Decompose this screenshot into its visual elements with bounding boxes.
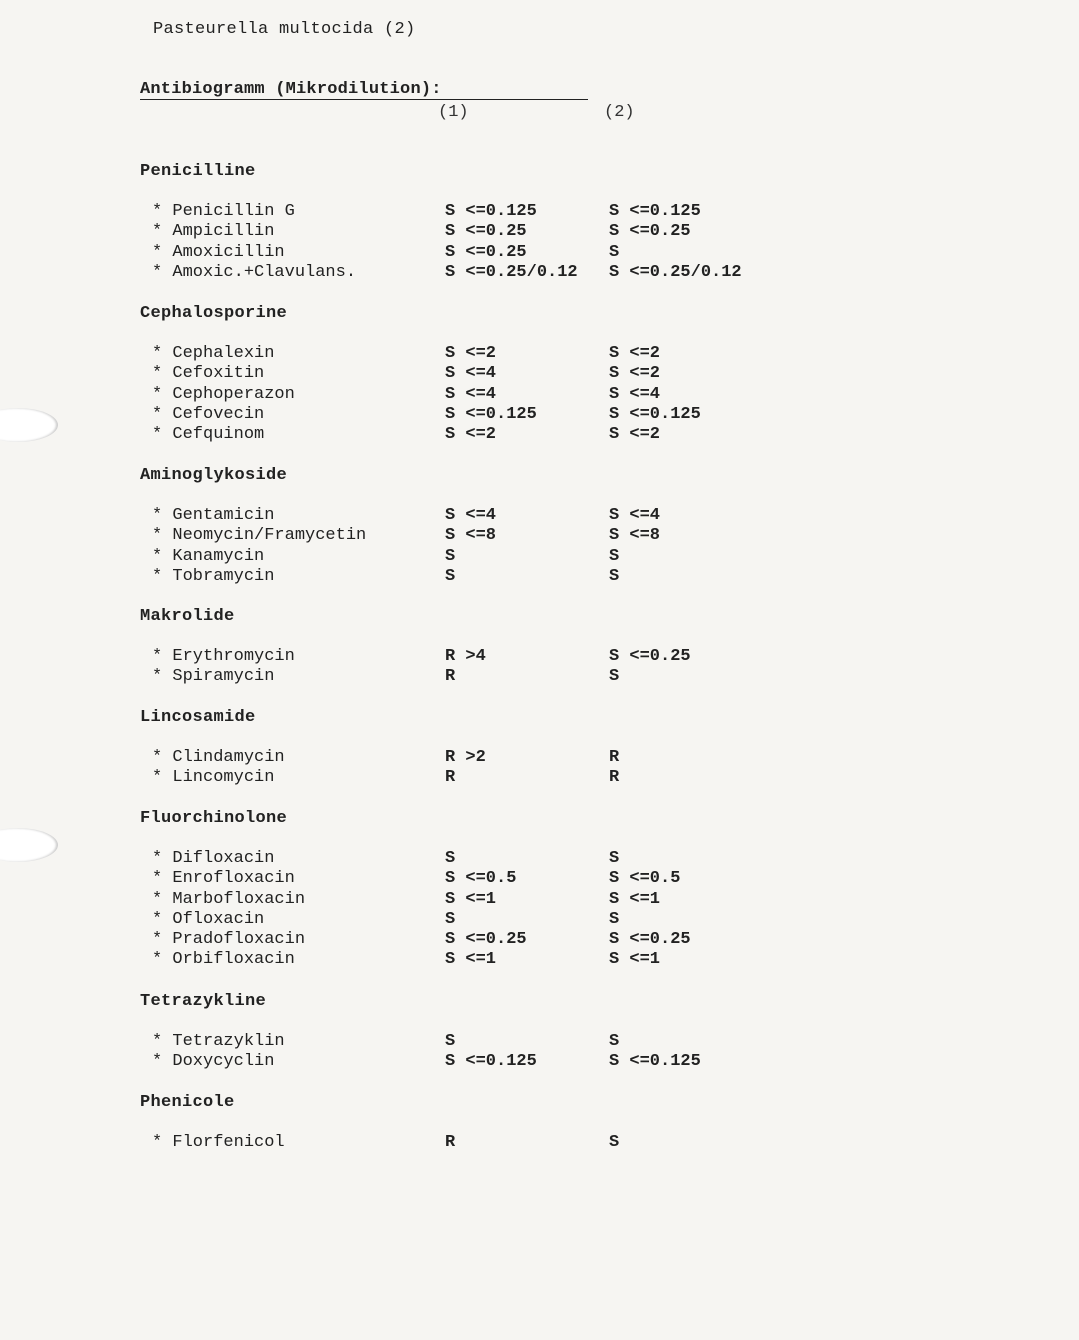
result-isolate-2: S <=0.125 xyxy=(609,202,701,221)
result-isolate-2: S xyxy=(609,667,620,687)
result-isolate-1: S <=0.5 xyxy=(445,869,517,889)
antibiotic-name: * Clindamycin xyxy=(152,748,285,767)
result-isolate-2: S xyxy=(609,566,620,586)
antibiotic-name: * Erythromycin xyxy=(152,647,295,666)
antibiotic-name: * Kanamycin xyxy=(152,546,265,566)
result-isolate-1: S <=0.25 xyxy=(445,242,527,262)
antibiotic-row xyxy=(140,647,840,667)
antibiotic-name: * Cefovecin xyxy=(152,404,265,424)
antibiotic-row xyxy=(140,869,840,889)
result-isolate-1: S <=0.25/0.12 xyxy=(445,262,578,282)
antibiotic-name: * Florfenicol xyxy=(152,1133,285,1152)
result-isolate-1: S <=0.125 xyxy=(445,202,537,221)
section-title: Cephalosporine xyxy=(140,304,288,323)
punch-hole xyxy=(0,828,58,862)
result-isolate-1: S <=1 xyxy=(445,950,497,970)
result-isolate-1: S <=2 xyxy=(445,425,497,445)
result-isolate-2: S <=0.125 xyxy=(609,404,701,424)
section-penicilline xyxy=(140,162,840,283)
section-title: Lincosamide xyxy=(140,708,256,727)
antibiotic-row xyxy=(140,385,840,405)
result-isolate-1: S <=0.125 xyxy=(445,404,537,424)
antibiotic-name: * Amoxicillin xyxy=(152,242,285,262)
result-isolate-1: S xyxy=(445,566,456,586)
section-title: Makrolide xyxy=(140,607,235,626)
antibiotic-name: * Difloxacin xyxy=(152,849,275,868)
result-isolate-2: S xyxy=(609,546,620,566)
section-cephalosporine xyxy=(140,304,840,445)
section-aminoglykoside xyxy=(140,466,840,587)
result-isolate-1: S <=4 xyxy=(445,384,497,404)
antibiotic-row xyxy=(140,263,840,283)
result-isolate-1: S <=4 xyxy=(445,364,497,384)
antibiotic-list xyxy=(140,849,840,971)
antibiotic-list xyxy=(140,647,840,688)
result-isolate-2: S <=2 xyxy=(609,344,661,363)
result-isolate-2: S <=4 xyxy=(609,506,661,525)
antibiotic-name: * Ofloxacin xyxy=(152,909,265,929)
result-isolate-1: S <=2 xyxy=(445,344,497,363)
section-title: Fluorchinolone xyxy=(140,809,288,828)
antibiotic-name: * Gentamicin xyxy=(152,506,275,525)
antibiotic-name: * Ampicillin xyxy=(152,222,275,242)
result-isolate-2: S <=1 xyxy=(609,950,661,970)
antibiotic-name: * Penicillin G xyxy=(152,202,295,221)
result-isolate-1: R >2 xyxy=(445,748,486,767)
result-isolate-1: R xyxy=(445,768,456,788)
result-isolate-2: S <=0.25/0.12 xyxy=(609,262,742,282)
result-isolate-1: S <=0.125 xyxy=(445,1052,537,1072)
section-tetrazykline xyxy=(140,992,840,1073)
antibiotic-name: * Orbifloxacin xyxy=(152,950,295,970)
antibiotic-row xyxy=(140,910,840,930)
column-header-2: (2) xyxy=(604,103,635,122)
result-isolate-2: S <=0.25 xyxy=(609,222,691,242)
section-makrolide xyxy=(140,607,840,688)
antibiotic-row xyxy=(140,425,840,445)
section-title: Penicilline xyxy=(140,162,256,181)
antibiotic-row xyxy=(140,405,840,425)
antibiotic-name: * Lincomycin xyxy=(152,768,275,788)
antibiotic-list xyxy=(140,506,840,587)
antibiotic-row xyxy=(140,526,840,546)
column-header-1: (1) xyxy=(438,103,469,122)
antibiotic-name: * Enrofloxacin xyxy=(152,869,295,889)
result-isolate-2: S <=0.125 xyxy=(609,1052,701,1072)
antibiotic-row xyxy=(140,930,840,950)
result-isolate-2: R xyxy=(609,748,620,767)
result-isolate-1: S <=4 xyxy=(445,506,497,525)
result-isolate-2: S <=8 xyxy=(609,526,661,546)
antibiotic-row xyxy=(140,890,840,910)
antibiotic-row xyxy=(140,364,840,384)
result-isolate-1: S <=1 xyxy=(445,889,497,909)
antibiotic-row xyxy=(140,202,840,222)
result-isolate-2: S <=0.5 xyxy=(609,869,681,889)
section-title: Aminoglykoside xyxy=(140,466,288,485)
antibiotic-row xyxy=(140,667,840,687)
antibiotic-row xyxy=(140,567,840,587)
antibiotic-name: * Doxycyclin xyxy=(152,1052,275,1072)
result-isolate-2: S xyxy=(609,242,620,262)
result-isolate-2: S <=1 xyxy=(609,889,661,909)
antibiotic-name: * Amoxic.+Clavulans. xyxy=(152,262,357,282)
organism-name: Pasteurella multocida (2) xyxy=(153,20,416,39)
antibiotic-name: * Marbofloxacin xyxy=(152,889,306,909)
antibiotic-name: * Neomycin/Framycetin xyxy=(152,526,367,546)
result-isolate-2: S xyxy=(609,1032,620,1051)
antibiotic-name: * Cefoxitin xyxy=(152,364,265,384)
antibiotic-row xyxy=(140,506,840,526)
section-phenicole xyxy=(140,1093,840,1153)
antibiotic-name: * Cephalexin xyxy=(152,344,275,363)
result-isolate-2: S xyxy=(609,849,620,868)
antibiotic-name: * Tobramycin xyxy=(152,566,275,586)
result-isolate-1: S xyxy=(445,546,456,566)
section-title: Tetrazykline xyxy=(140,992,267,1011)
antibiotic-name: * Cefquinom xyxy=(152,425,265,445)
antibiotic-name: * Pradofloxacin xyxy=(152,930,306,950)
result-isolate-2: S xyxy=(609,1133,620,1152)
antibiotic-row xyxy=(140,1052,840,1072)
antibiotic-row xyxy=(140,243,840,263)
result-isolate-1: S xyxy=(445,909,456,929)
punch-hole xyxy=(0,408,58,442)
result-isolate-1: R >4 xyxy=(445,647,486,666)
section-lincosamide xyxy=(140,708,840,789)
section-fluorchinolone xyxy=(140,809,840,971)
antibiotic-row xyxy=(140,222,840,242)
antibiotic-list xyxy=(140,748,840,789)
result-isolate-2: S xyxy=(609,909,620,929)
result-isolate-2: S <=2 xyxy=(609,364,661,384)
result-isolate-1: R xyxy=(445,667,456,687)
result-isolate-1: S <=0.25 xyxy=(445,930,527,950)
antibiotic-list xyxy=(140,202,840,283)
result-isolate-1: S <=8 xyxy=(445,526,497,546)
result-isolate-1: R xyxy=(445,1133,456,1152)
result-isolate-1: S xyxy=(445,849,456,868)
antibiotic-row xyxy=(140,547,840,567)
result-isolate-2: S <=2 xyxy=(609,425,661,445)
antibiotic-name: * Cephoperazon xyxy=(152,384,295,404)
antibiotic-list xyxy=(140,1133,840,1153)
antibiotic-row xyxy=(140,1032,840,1052)
antibiotic-row xyxy=(140,1133,840,1153)
result-isolate-1: S <=0.25 xyxy=(445,222,527,242)
antibiotic-row xyxy=(140,768,840,788)
result-isolate-2: S <=0.25 xyxy=(609,647,691,666)
result-isolate-1: S xyxy=(445,1032,456,1051)
section-title: Phenicole xyxy=(140,1093,235,1112)
result-isolate-2: S <=0.25 xyxy=(609,930,691,950)
antibiotic-name: * Tetrazyklin xyxy=(152,1032,285,1051)
antibiotic-name: * Spiramycin xyxy=(152,667,275,687)
antibiotic-row xyxy=(140,748,840,768)
antibiotic-row xyxy=(140,344,840,364)
antibiotic-list xyxy=(140,1032,840,1073)
antibiogram-title: Antibiogramm (Mikrodilution): xyxy=(140,80,588,100)
antibiotic-list xyxy=(140,344,840,445)
result-isolate-2: R xyxy=(609,768,620,788)
result-isolate-2: S <=4 xyxy=(609,384,661,404)
antibiotic-row xyxy=(140,849,840,869)
antibiotic-row xyxy=(140,950,840,970)
